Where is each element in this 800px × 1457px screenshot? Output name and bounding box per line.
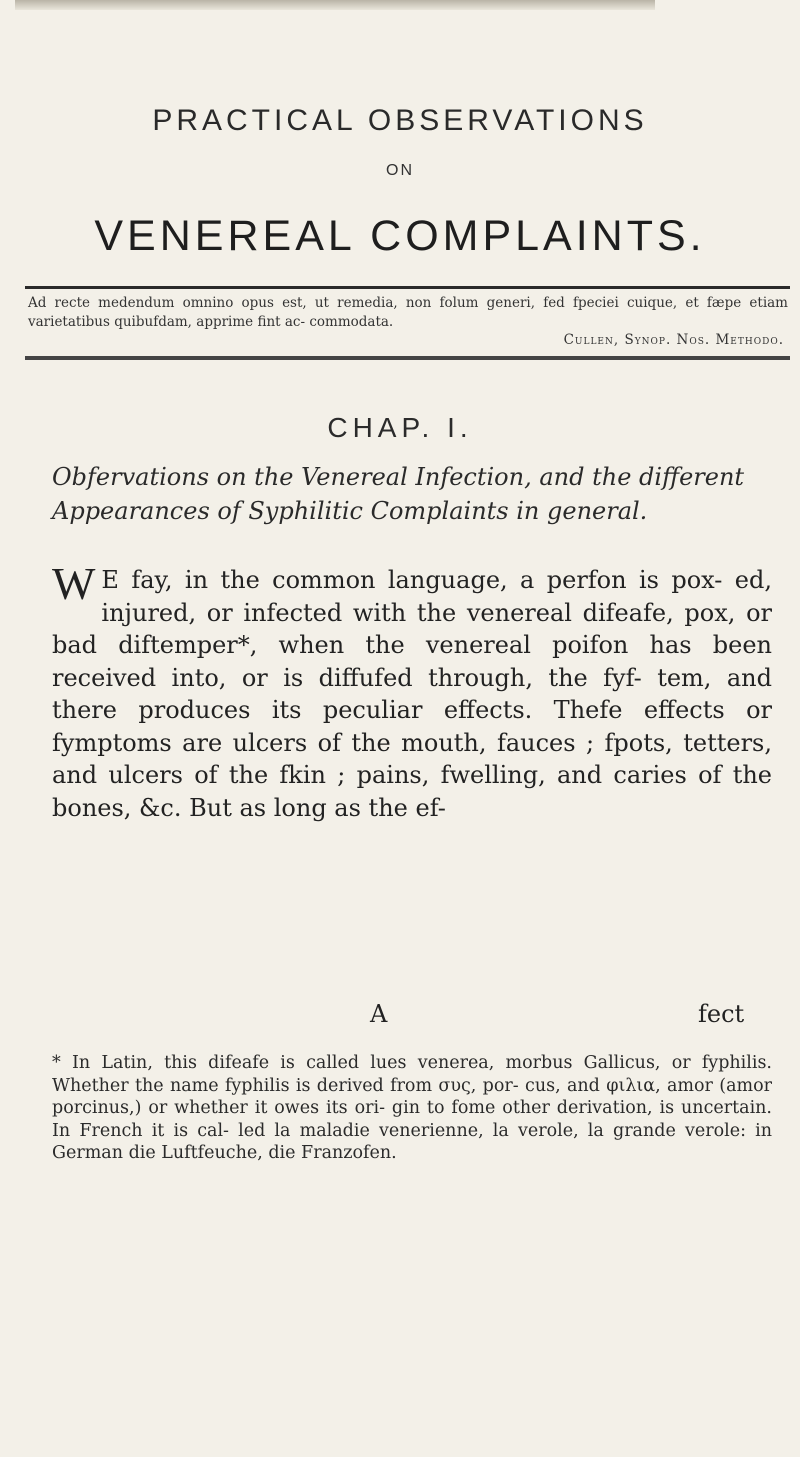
title-connector: ON <box>386 162 414 179</box>
footnote: * In Latin, this difeafe is called lues venerea, morbus Gallicus, or fyphilis. Whether the name fyphilis is derived from συς, por- cus, and φιλια, amor (amor porcinus,) or whether it owes its ori- gin to fome other derivation, is uncertain. In French it is cal- led la maladie venerienne, la verole, la grande verole: in German die Luftfeuche, die Franzofen. <box>52 1053 772 1163</box>
chapter-title: Obfervations on the Venereal Infection, and the different Appearances of Syphilitic Complaints in general. <box>52 463 745 525</box>
body-paragraph-text: E fay, in the common language, a perfon is pox- ed, injured, or infected with the venereal difeafe, pox, or bad diftemper*, when the venereal poifon has been received into, or is diffufed through, the fyf- tem, and there produces its peculiar effects. Thefe effects or fymptoms are ulcers of the mouth, fauces ; fpots, tetters, and ulcers of the fkin ; pains, fwelling, and caries of the bones, &c. But as long as the ef- <box>52 566 772 822</box>
title-line-1: PRACTICAL OBSERVATIONS <box>152 104 648 137</box>
rule-bottom <box>25 356 790 360</box>
rule-top <box>25 286 790 289</box>
catchword: fect <box>698 1000 745 1028</box>
title-line-2: VENEREAL COMPLAINTS. <box>94 212 706 260</box>
chapter-number: CHAP. I. <box>327 412 473 443</box>
signature-mark: A <box>370 1000 388 1028</box>
epigraph-citation: Cullen, Synop. Nos. Methodo. <box>563 332 784 348</box>
drop-cap: W <box>52 558 96 609</box>
page-edge-band <box>15 0 655 10</box>
body-paragraph <box>52 558 772 824</box>
epigraph-text: Ad recte medendum omnino opus est, ut remedia, non folum generi, fed fpeciei cuique, et fæpe etiam varietatibus quibufdam, apprime fint ac- commodata. <box>28 295 788 330</box>
